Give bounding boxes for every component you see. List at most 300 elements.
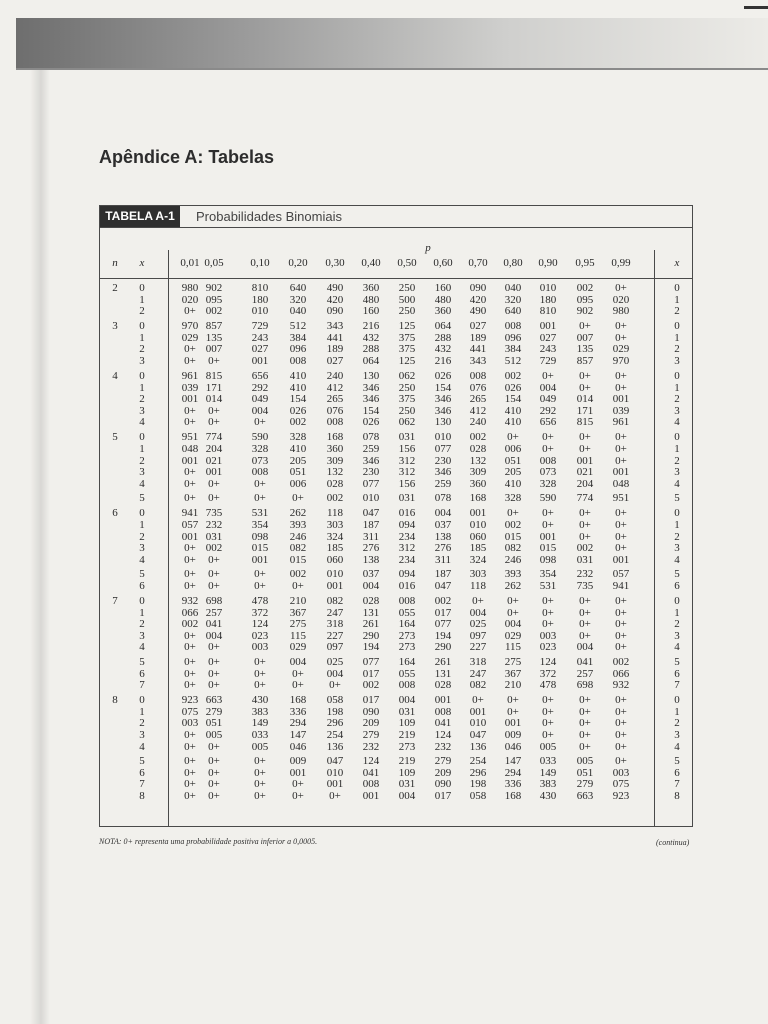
probability-cell: 0+ xyxy=(184,629,196,642)
x-value-right: 8 xyxy=(674,790,680,802)
probability-cell: 064 xyxy=(362,355,380,367)
x-value-right: 7 xyxy=(674,679,680,692)
probability-cell: 154 xyxy=(362,404,380,417)
probability-cell: 0+ xyxy=(184,729,196,741)
x-value-right: 1 xyxy=(674,606,680,619)
probability-cell: 094 xyxy=(398,519,416,531)
probability-cell: 037 xyxy=(362,568,380,581)
probability-cell: 0+ xyxy=(615,606,627,619)
probability-cell: 441 xyxy=(326,331,344,344)
probability-cell: 343 xyxy=(326,320,344,333)
probability-cell: 279 xyxy=(434,755,452,768)
probability-cell: 004 xyxy=(469,606,487,619)
probability-cell: 180 xyxy=(539,293,557,306)
probability-cell: 257 xyxy=(576,667,594,680)
probability-cell: 478 xyxy=(539,679,557,692)
probability-cell: 010 xyxy=(539,282,557,294)
x-value-right: 3 xyxy=(674,404,680,417)
probability-cell: 002 xyxy=(181,618,199,631)
probability-cell: 010 xyxy=(362,492,380,505)
x-value-right: 5 xyxy=(674,492,680,505)
probability-cell: 138 xyxy=(434,530,452,543)
probability-cell: 004 xyxy=(398,694,416,707)
probability-cell: 857 xyxy=(576,355,594,367)
probability-cell: 0+ xyxy=(208,656,220,668)
probability-cell: 250 xyxy=(398,305,416,318)
probability-cell: 124 xyxy=(251,618,269,631)
probability-cell: 0+ xyxy=(184,355,196,367)
probability-cell: 219 xyxy=(398,755,416,768)
probability-cell: 0+ xyxy=(184,656,196,668)
probability-cell: 384 xyxy=(504,343,522,356)
probability-cell: 147 xyxy=(289,729,307,741)
probability-cell: 198 xyxy=(326,705,344,718)
p-value-header: 0,50 xyxy=(397,257,417,269)
x-value: 4 xyxy=(139,416,145,429)
probability-cell: 187 xyxy=(362,519,380,531)
probability-cell: 0+ xyxy=(579,717,591,730)
probability-cell: 0+ xyxy=(615,629,627,642)
probability-cell: 0+ xyxy=(542,431,554,444)
x-value-right: 1 xyxy=(674,519,680,531)
probability-cell: 273 xyxy=(398,740,416,753)
probability-cell: 171 xyxy=(205,381,223,394)
probability-cell: 279 xyxy=(362,729,380,741)
probability-cell: 039 xyxy=(612,404,630,417)
n-value: 5 xyxy=(112,431,118,444)
probability-cell: 023 xyxy=(251,629,269,642)
probability-cell: 0+ xyxy=(184,416,196,429)
probability-cell: 041 xyxy=(362,766,380,779)
probability-cell: 021 xyxy=(576,466,594,479)
probability-cell: 077 xyxy=(434,443,452,455)
probability-cell: 010 xyxy=(251,305,269,318)
probability-cell: 0+ xyxy=(615,717,627,730)
probability-cell: 006 xyxy=(504,443,522,455)
probability-cell: 0+ xyxy=(254,790,266,802)
probability-cell: 041 xyxy=(434,717,452,730)
probability-cell: 051 xyxy=(504,454,522,467)
probability-cell: 0+ xyxy=(254,656,266,668)
probability-cell: 189 xyxy=(326,343,344,356)
probability-cell: 039 xyxy=(181,381,199,394)
probability-cell: 189 xyxy=(469,331,487,344)
x-value-right: 3 xyxy=(674,629,680,642)
probability-cell: 0+ xyxy=(254,667,266,680)
probability-cell: 227 xyxy=(326,629,344,642)
probability-cell: 216 xyxy=(434,355,452,367)
probability-cell: 246 xyxy=(289,530,307,543)
probability-cell: 441 xyxy=(469,343,487,356)
x-value: 2 xyxy=(139,454,145,467)
probability-cell: 0+ xyxy=(208,355,220,367)
probability-cell: 902 xyxy=(205,282,223,294)
n-value: 2 xyxy=(112,282,118,294)
probability-cell: 735 xyxy=(576,580,594,592)
probability-cell: 016 xyxy=(398,580,416,592)
probability-cell: 0+ xyxy=(579,519,591,531)
probability-cell: 047 xyxy=(326,755,344,768)
probability-cell: 276 xyxy=(362,542,380,555)
probability-cell: 010 xyxy=(326,568,344,581)
x-value: 3 xyxy=(139,466,145,479)
probability-cell: 932 xyxy=(612,679,630,692)
probability-cell: 001 xyxy=(576,454,594,467)
n-value: 4 xyxy=(112,370,118,382)
p-value-header: 0,95 xyxy=(575,257,595,269)
x-value-right: 6 xyxy=(674,580,680,592)
probability-cell: 0+ xyxy=(184,305,196,318)
probability-cell: 0+ xyxy=(208,404,220,417)
probability-cell: 0+ xyxy=(615,320,627,333)
table-label: TABELA A-1 xyxy=(100,206,180,227)
probability-cell: 210 xyxy=(289,595,307,607)
probability-cell: 096 xyxy=(504,331,522,344)
table-caption: Probabilidades Binomiais xyxy=(196,209,342,224)
x-value: 5 xyxy=(139,492,145,505)
probability-cell: 096 xyxy=(289,343,307,356)
probability-cell: 058 xyxy=(469,790,487,802)
probability-cell: 0+ xyxy=(208,568,220,581)
probability-cell: 082 xyxy=(504,542,522,555)
probability-cell: 432 xyxy=(434,343,452,356)
probability-cell: 0+ xyxy=(542,717,554,730)
probability-cell: 0+ xyxy=(184,542,196,555)
probability-cell: 008 xyxy=(326,416,344,429)
probability-cell: 001 xyxy=(289,766,307,779)
probability-cell: 204 xyxy=(576,477,594,490)
probability-cell: 008 xyxy=(469,370,487,382)
probability-cell: 774 xyxy=(205,431,223,444)
probability-cell: 232 xyxy=(434,740,452,753)
probability-cell: 125 xyxy=(398,355,416,367)
probability-cell: 046 xyxy=(504,740,522,753)
x-value-right: 3 xyxy=(674,729,680,741)
probability-cell: 077 xyxy=(362,656,380,668)
probability-cell: 0+ xyxy=(208,778,220,791)
probability-cell: 923 xyxy=(181,694,199,707)
probability-cell: 0+ xyxy=(615,595,627,607)
probability-cell: 0+ xyxy=(579,629,591,642)
probability-cell: 0+ xyxy=(184,580,196,592)
x-value-right: 2 xyxy=(674,530,680,543)
x-value-right: 0 xyxy=(674,507,680,520)
probability-cell: 010 xyxy=(469,717,487,730)
probability-cell: 254 xyxy=(326,729,344,741)
probability-cell: 001 xyxy=(181,393,199,406)
probability-cell: 303 xyxy=(469,568,487,581)
probability-cell: 254 xyxy=(469,755,487,768)
probability-cell: 0+ xyxy=(208,416,220,429)
probability-cell: 590 xyxy=(539,492,557,505)
probability-cell: 815 xyxy=(576,416,594,429)
probability-cell: 002 xyxy=(434,595,452,607)
probability-cell: 076 xyxy=(469,381,487,394)
probability-cell: 090 xyxy=(434,778,452,791)
probability-cell: 015 xyxy=(504,530,522,543)
probability-cell: 075 xyxy=(181,705,199,718)
probability-cell: 029 xyxy=(612,343,630,356)
probability-cell: 951 xyxy=(181,431,199,444)
probability-cell: 0+ xyxy=(292,492,304,505)
x-value-right: 4 xyxy=(674,416,680,429)
probability-cell: 0+ xyxy=(208,641,220,654)
probability-cell: 279 xyxy=(205,705,223,718)
probability-cell: 219 xyxy=(398,729,416,741)
probability-cell: 0+ xyxy=(184,679,196,692)
probability-cell: 288 xyxy=(362,343,380,356)
p-value-header: 0,40 xyxy=(361,257,381,269)
probability-cell: 014 xyxy=(205,393,223,406)
x-value: 5 xyxy=(139,656,145,668)
probability-cell: 0+ xyxy=(208,553,220,566)
probability-cell: 0+ xyxy=(254,679,266,692)
probability-cell: 0+ xyxy=(542,729,554,741)
table-note: NOTA: 0+ representa uma probabilidade positiva inferior a 0,0005. xyxy=(99,837,318,846)
probability-cell: 261 xyxy=(362,618,380,631)
probability-cell: 360 xyxy=(326,443,344,455)
probability-cell: 240 xyxy=(469,416,487,429)
probability-cell: 0+ xyxy=(329,790,341,802)
probability-cell: 026 xyxy=(289,404,307,417)
x-value: 6 xyxy=(139,766,145,779)
probability-cell: 0+ xyxy=(615,519,627,531)
probability-cell: 346 xyxy=(434,466,452,479)
probability-cell: 250 xyxy=(398,381,416,394)
probability-cell: 033 xyxy=(539,755,557,768)
probability-cell: 324 xyxy=(326,530,344,543)
x-value: 5 xyxy=(139,755,145,768)
probability-cell: 0+ xyxy=(542,606,554,619)
probability-cell: 0+ xyxy=(615,507,627,520)
probability-cell: 247 xyxy=(326,606,344,619)
probability-cell: 640 xyxy=(504,305,522,318)
probability-cell: 073 xyxy=(251,454,269,467)
right-column-rule xyxy=(654,250,655,826)
x-value-right: 1 xyxy=(674,331,680,344)
probability-cell: 290 xyxy=(362,629,380,642)
probability-cell: 0+ xyxy=(542,443,554,455)
probability-cell: 384 xyxy=(289,331,307,344)
probability-cell: 124 xyxy=(539,656,557,668)
x-value-right: 0 xyxy=(674,595,680,607)
probability-cell: 0+ xyxy=(254,416,266,429)
probability-cell: 031 xyxy=(398,492,416,505)
x-value: 6 xyxy=(139,580,145,592)
probability-cell: 062 xyxy=(398,370,416,382)
probability-cell: 970 xyxy=(612,355,630,367)
probability-cell: 001 xyxy=(612,466,630,479)
probability-cell: 0+ xyxy=(615,618,627,631)
probability-cell: 040 xyxy=(504,282,522,294)
x-value-right: 6 xyxy=(674,766,680,779)
probability-cell: 311 xyxy=(362,530,380,543)
probability-cell: 160 xyxy=(434,282,452,294)
probability-cell: 246 xyxy=(504,553,522,566)
scan-edge-line xyxy=(16,68,768,70)
probability-cell: 0+ xyxy=(615,331,627,344)
x-value-right: 2 xyxy=(674,618,680,631)
probability-cell: 029 xyxy=(181,331,199,344)
x-value-right: 4 xyxy=(674,477,680,490)
x-value: 2 xyxy=(139,343,145,356)
probability-cell: 735 xyxy=(205,507,223,520)
probability-cell: 0+ xyxy=(184,790,196,802)
scan-corner-mark xyxy=(744,6,768,9)
probability-cell: 049 xyxy=(539,393,557,406)
probability-cell: 005 xyxy=(251,740,269,753)
probability-cell: 296 xyxy=(469,766,487,779)
probability-cell: 0+ xyxy=(615,740,627,753)
probability-cell: 259 xyxy=(362,443,380,455)
probability-cell: 324 xyxy=(469,553,487,566)
probability-cell: 194 xyxy=(434,629,452,642)
probability-cell: 168 xyxy=(504,790,522,802)
p-value-header: 0,01 xyxy=(180,257,200,269)
probability-cell: 0+ xyxy=(615,443,627,455)
probability-cell: 234 xyxy=(398,553,416,566)
probability-cell: 194 xyxy=(362,641,380,654)
probability-cell: 060 xyxy=(326,553,344,566)
probability-cell: 198 xyxy=(469,778,487,791)
header-rule xyxy=(100,278,692,279)
probability-cell: 026 xyxy=(504,381,522,394)
probability-cell: 292 xyxy=(251,381,269,394)
probability-cell: 698 xyxy=(205,595,223,607)
probability-cell: 336 xyxy=(504,778,522,791)
probability-cell: 130 xyxy=(434,416,452,429)
probability-cell: 257 xyxy=(205,606,223,619)
probability-cell: 077 xyxy=(434,618,452,631)
probability-cell: 017 xyxy=(434,790,452,802)
probability-cell: 041 xyxy=(576,656,594,668)
probability-cell: 008 xyxy=(398,595,416,607)
probability-cell: 970 xyxy=(181,320,199,333)
x-value: 0 xyxy=(139,694,145,707)
probability-cell: 698 xyxy=(576,679,594,692)
x-value-right: 2 xyxy=(674,393,680,406)
probability-cell: 009 xyxy=(504,729,522,741)
probability-cell: 0+ xyxy=(208,766,220,779)
x-value: 7 xyxy=(139,679,145,692)
probability-cell: 016 xyxy=(398,507,416,520)
probability-cell: 060 xyxy=(469,530,487,543)
x-value-right: 5 xyxy=(674,568,680,581)
probability-cell: 265 xyxy=(326,393,344,406)
probability-cell: 154 xyxy=(289,393,307,406)
probability-cell: 265 xyxy=(469,393,487,406)
probability-cell: 005 xyxy=(576,755,594,768)
probability-cell: 383 xyxy=(539,778,557,791)
probability-cell: 136 xyxy=(469,740,487,753)
probability-cell: 001 xyxy=(469,705,487,718)
probability-cell: 0+ xyxy=(208,492,220,505)
probability-cell: 0+ xyxy=(184,766,196,779)
probability-cell: 275 xyxy=(289,618,307,631)
probability-cell: 230 xyxy=(434,454,452,467)
probability-cell: 0+ xyxy=(292,790,304,802)
probability-cell: 001 xyxy=(504,717,522,730)
probability-cell: 001 xyxy=(434,694,452,707)
probability-cell: 149 xyxy=(251,717,269,730)
x-value: 1 xyxy=(139,331,145,344)
probability-cell: 168 xyxy=(326,431,344,444)
probability-cell: 156 xyxy=(398,477,416,490)
probability-cell: 118 xyxy=(326,507,344,520)
probability-cell: 296 xyxy=(326,717,344,730)
x-value-right: 0 xyxy=(674,282,680,294)
probability-cell: 902 xyxy=(576,305,594,318)
probability-cell: 0+ xyxy=(615,694,627,707)
x-value: 4 xyxy=(139,641,145,654)
probability-cell: 041 xyxy=(205,618,223,631)
probability-cell: 147 xyxy=(504,755,522,768)
probability-cell: 185 xyxy=(326,542,344,555)
probability-cell: 275 xyxy=(504,656,522,668)
x-value: 2 xyxy=(139,393,145,406)
probability-cell: 168 xyxy=(469,492,487,505)
probability-cell: 234 xyxy=(398,530,416,543)
probability-cell: 216 xyxy=(362,320,380,333)
binomial-table xyxy=(99,205,693,827)
probability-cell: 0+ xyxy=(507,606,519,619)
probability-cell: 090 xyxy=(469,282,487,294)
probability-cell: 0+ xyxy=(208,667,220,680)
probability-cell: 346 xyxy=(362,454,380,467)
probability-cell: 430 xyxy=(251,694,269,707)
probability-cell: 243 xyxy=(251,331,269,344)
probability-cell: 367 xyxy=(504,667,522,680)
probability-cell: 002 xyxy=(504,519,522,531)
probability-cell: 0+ xyxy=(542,705,554,718)
x-value-right: 7 xyxy=(674,778,680,791)
probability-cell: 0+ xyxy=(254,580,266,592)
probability-cell: 0+ xyxy=(292,679,304,692)
probability-cell: 008 xyxy=(398,679,416,692)
probability-cell: 360 xyxy=(434,305,452,318)
probability-cell: 336 xyxy=(289,705,307,718)
x-value: 1 xyxy=(139,519,145,531)
probability-cell: 290 xyxy=(434,641,452,654)
probability-cell: 029 xyxy=(289,641,307,654)
x-right-column-header: x xyxy=(674,257,680,269)
probability-cell: 001 xyxy=(181,530,199,543)
probability-cell: 273 xyxy=(398,629,416,642)
probability-cell: 490 xyxy=(469,305,487,318)
probability-cell: 346 xyxy=(362,393,380,406)
probability-cell: 0+ xyxy=(579,694,591,707)
probability-cell: 051 xyxy=(576,766,594,779)
probability-cell: 0+ xyxy=(184,343,196,356)
n-value: 7 xyxy=(112,595,118,607)
probability-cell: 232 xyxy=(362,740,380,753)
probability-cell: 006 xyxy=(289,477,307,490)
probability-cell: 250 xyxy=(398,404,416,417)
probability-cell: 124 xyxy=(362,755,380,768)
probability-cell: 164 xyxy=(398,656,416,668)
probability-cell: 0+ xyxy=(507,705,519,718)
probability-cell: 164 xyxy=(398,618,416,631)
probability-cell: 410 xyxy=(289,443,307,455)
probability-cell: 0+ xyxy=(184,553,196,566)
probability-cell: 311 xyxy=(434,553,452,566)
probability-cell: 008 xyxy=(434,705,452,718)
probability-cell: 531 xyxy=(251,507,269,520)
probability-cell: 109 xyxy=(398,766,416,779)
x-value-right: 2 xyxy=(674,343,680,356)
probability-cell: 0+ xyxy=(615,641,627,654)
probability-cell: 010 xyxy=(469,519,487,531)
